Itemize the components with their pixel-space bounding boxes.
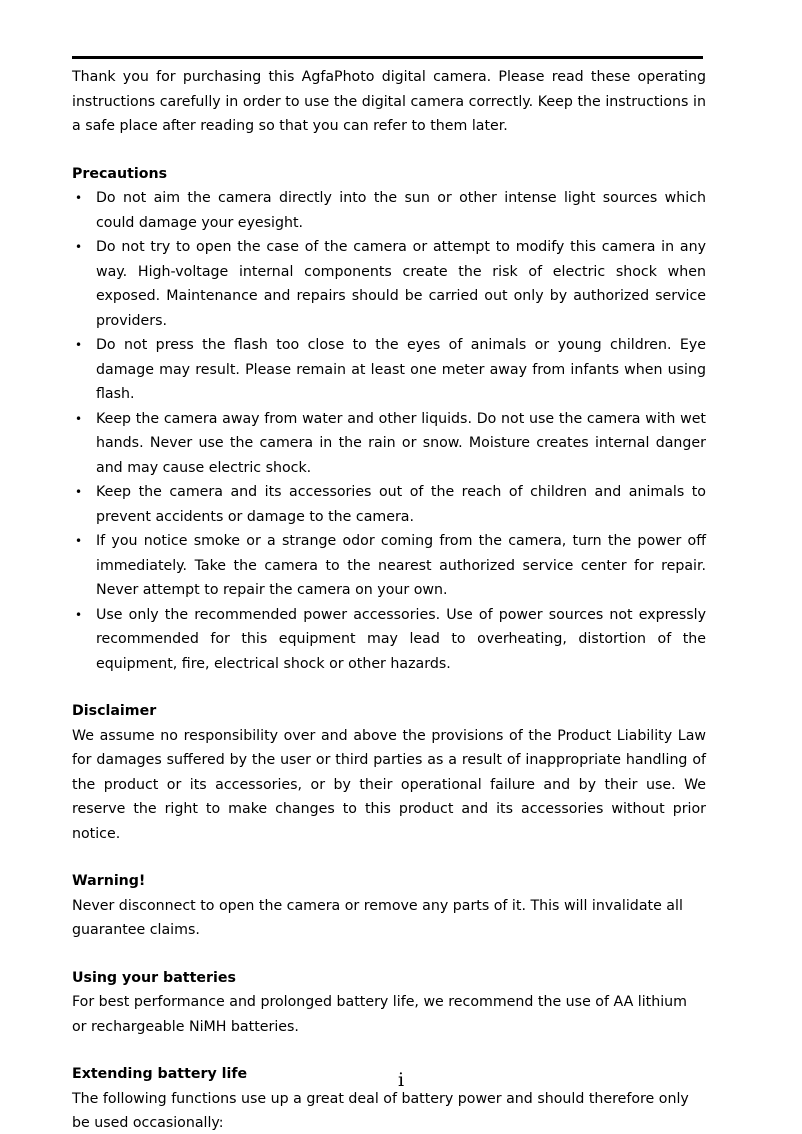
heading-using-your-batteries: Using your batteries [72, 969, 236, 986]
list-item-text: • If you notice smoke or a strange odor coming from the camera, turn the power off immediately. Take the camera to the nearest authorized service center for repair. Never attempt to repair the camera on your own. [96, 533, 706, 598]
spacer [72, 139, 706, 162]
list-item [72, 480, 706, 529]
list-item-text: • Do not aim the camera directly into the sun or other intense light sources which could damage your eyesight. [96, 190, 706, 231]
list-item-text: • Use only the recommended power accessories. Use of power sources not expressly recommended for this equipment may lead to overheating, distortion of the equipment, fire, electrical shock or other hazards. [96, 606, 706, 672]
spacer [72, 943, 706, 966]
intro-paragraph: Thank you for purchasing this AgfaPhoto digital camera. Please read these operating instructions carefully in order to use the digital camera correctly. Keep the instructions in a safe place after reading so that you can refer to them later. [72, 69, 706, 134]
using-batteries-paragraph: For best performance and prolonged battery life, we recommend the use of AA lithium or rechargeable NiMH batteries. [72, 994, 687, 1035]
list-item-text: • Do not press the flash too close to the eyes of animals or young children. Eye damage may result. Please remain at least one meter away from infants when using flash. [96, 337, 706, 402]
extending-battery-life-paragraph: The following functions use up a great deal of battery power and should therefore only be used occasionally: [72, 1090, 689, 1131]
list-item [72, 333, 706, 407]
heading-precautions: Precautions [72, 165, 168, 182]
spacer [72, 846, 706, 869]
list-item [72, 235, 706, 333]
warning-paragraph: Never disconnect to open the camera or remove any parts of it. This will invalidate all guarantee claims. [72, 897, 683, 938]
list-item [72, 603, 706, 677]
header-rule [72, 56, 703, 59]
list-item [72, 407, 706, 481]
page-content [72, 56, 706, 1134]
list-item [72, 186, 706, 235]
list-item [72, 529, 706, 603]
precautions-list [72, 186, 706, 676]
list-item-text: • Keep the camera away from water and other liquids. Do not use the camera with wet hands. Never use the camera in the rain or snow. Moisture creates internal danger and may cause electric shock. [96, 410, 706, 476]
heading-extending-battery-life: Extending battery life [72, 1066, 248, 1082]
disclaimer-paragraph: We assume no responsibility over and above the provisions of the Product Liability Law for damages suffered by the user or third parties as a result of inappropriate handling of the product or its accessories, or by their operational failure and by their use. We reserve the right to make changes to this product and its accessories without prior notice. [72, 727, 706, 842]
page-number: i [397, 1069, 405, 1091]
list-item-text: • Keep the camera and its accessories out of the reach of children and animals to prevent accidents or damage to the camera. [96, 484, 706, 525]
list-item-text: • Do not try to open the case of the camera or attempt to modify this camera in any way. High-voltage internal components create the risk of electric shock when exposed. Maintenance and repairs should be carried out only by authorized service providers. [96, 239, 706, 329]
heading-disclaimer: Disclaimer [72, 703, 157, 719]
spacer [72, 676, 706, 699]
heading-warning: Warning! [72, 873, 146, 889]
spacer [72, 1039, 706, 1062]
